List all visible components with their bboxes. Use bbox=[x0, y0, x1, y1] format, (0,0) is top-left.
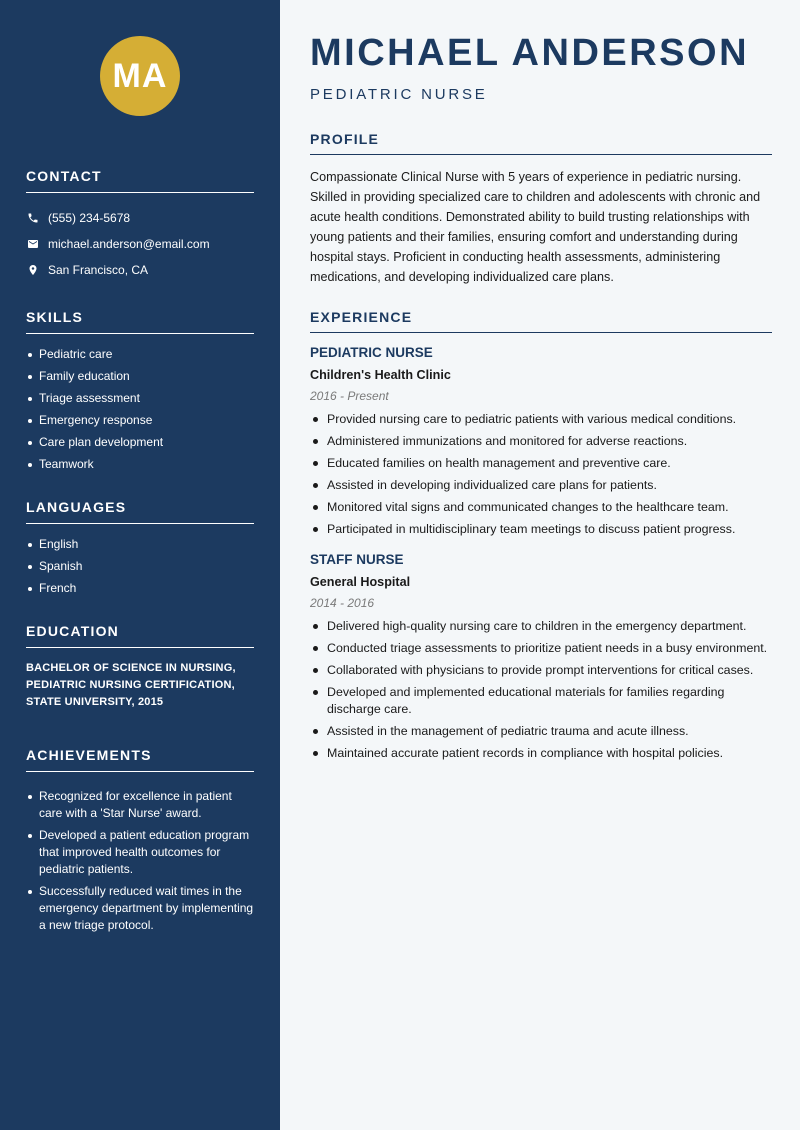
experience-section bbox=[310, 309, 772, 762]
contact-location bbox=[26, 257, 254, 283]
profile-title: PROFILE bbox=[310, 131, 772, 155]
location-pin-icon bbox=[26, 263, 40, 277]
job-company: General Hospital bbox=[310, 575, 411, 589]
experience-title: EXPERIENCE bbox=[310, 309, 772, 333]
profile-section bbox=[310, 131, 772, 287]
contact-phone bbox=[26, 205, 254, 231]
contact-section bbox=[26, 168, 254, 283]
job-dates: 2016 - Present bbox=[310, 389, 389, 403]
job-bullet: Participated in multidisciplinary team meetings to discuss patient progress. bbox=[310, 521, 772, 538]
job-dates: 2014 - 2016 bbox=[310, 596, 375, 610]
achievements-section bbox=[26, 747, 254, 934]
job-bullet: Collaborated with physicians to provide prompt interventions for critical cases. bbox=[310, 662, 772, 679]
candidate-name: MICHAEL ANDERSON bbox=[310, 32, 750, 74]
job-bullets bbox=[310, 411, 772, 538]
education-section bbox=[26, 623, 254, 711]
job-bullet: Assisted in the management of pediatric trauma and acute illness. bbox=[310, 723, 772, 740]
skills-list bbox=[26, 346, 254, 473]
achievement-item: Developed a patient education program that improved health outcomes for pediatric patients. bbox=[26, 827, 254, 878]
job-bullet: Administered immunizations and monitored for adverse reactions. bbox=[310, 433, 772, 450]
achievement-item: Recognized for excellence in patient care with a 'Star Nurse' award. bbox=[26, 788, 254, 822]
job-bullet: Monitored vital signs and communicated changes to the healthcare team. bbox=[310, 499, 772, 516]
education-title: EDUCATION bbox=[26, 623, 254, 648]
language-item: English bbox=[26, 536, 254, 553]
achievements-title: ACHIEVEMENTS bbox=[26, 747, 254, 772]
sidebar bbox=[0, 0, 280, 1130]
job-bullet: Educated families on health management and preventive care. bbox=[310, 455, 772, 472]
language-item: French bbox=[26, 580, 254, 597]
skill-item: Emergency response bbox=[26, 412, 254, 429]
languages-list bbox=[26, 536, 254, 597]
profile-text: Compassionate Clinical Nurse with 5 years of experience in pediatric nursing. Skilled in providing specialized care to children and adolescents with chronic and acute health conditions. Demonstrated ability to build trusting relationships with young patients and their families, ensuring comfort and understanding during hospital stays. Proficient in conducting health assessments, administering medications, and developing individualized care plans. bbox=[310, 170, 761, 284]
email-text[interactable]: michael.anderson@email.com bbox=[48, 237, 210, 251]
language-item: Spanish bbox=[26, 558, 254, 575]
job-entry bbox=[310, 345, 772, 538]
education-text: BACHELOR OF SCIENCE IN NURSING, PEDIATRIC NURSING CERTIFICATION, STATE UNIVERSITY, 2015 bbox=[26, 662, 236, 708]
phone-text: (555) 234-5678 bbox=[48, 211, 131, 225]
avatar-initials: MA bbox=[100, 36, 180, 116]
job-bullet: Conducted triage assessments to prioritize patient needs in a busy environment. bbox=[310, 640, 772, 657]
contact-email bbox=[26, 231, 254, 257]
skills-section bbox=[26, 309, 254, 473]
achievements-list bbox=[26, 788, 254, 934]
job-title: STAFF NURSE bbox=[310, 552, 404, 567]
candidate-role: PEDIATRIC NURSE bbox=[310, 86, 488, 103]
skill-item: Triage assessment bbox=[26, 390, 254, 407]
job-entry bbox=[310, 552, 772, 762]
location-text: San Francisco, CA bbox=[48, 263, 149, 277]
job-bullet: Developed and implemented educational materials for families regarding discharge care. bbox=[310, 684, 772, 718]
languages-section bbox=[26, 499, 254, 597]
contact-title: CONTACT bbox=[26, 168, 254, 193]
job-bullets bbox=[310, 618, 772, 762]
job-title: PEDIATRIC NURSE bbox=[310, 345, 433, 360]
email-icon bbox=[26, 237, 40, 251]
job-company: Children's Health Clinic bbox=[310, 368, 451, 382]
skill-item: Family education bbox=[26, 368, 254, 385]
skills-title: SKILLS bbox=[26, 309, 254, 334]
job-bullet: Delivered high-quality nursing care to children in the emergency department. bbox=[310, 618, 772, 635]
main-content bbox=[280, 0, 800, 1130]
achievement-item: Successfully reduced wait times in the emergency department by implementing a new triage protocol. bbox=[26, 883, 254, 934]
job-bullet: Provided nursing care to pediatric patients with various medical conditions. bbox=[310, 411, 772, 428]
job-bullet: Maintained accurate patient records in compliance with hospital policies. bbox=[310, 745, 772, 762]
phone-icon bbox=[26, 211, 40, 225]
skill-item: Teamwork bbox=[26, 456, 254, 473]
skill-item: Care plan development bbox=[26, 434, 254, 451]
skill-item: Pediatric care bbox=[26, 346, 254, 363]
job-bullet: Assisted in developing individualized care plans for patients. bbox=[310, 477, 772, 494]
languages-title: LANGUAGES bbox=[26, 499, 254, 524]
